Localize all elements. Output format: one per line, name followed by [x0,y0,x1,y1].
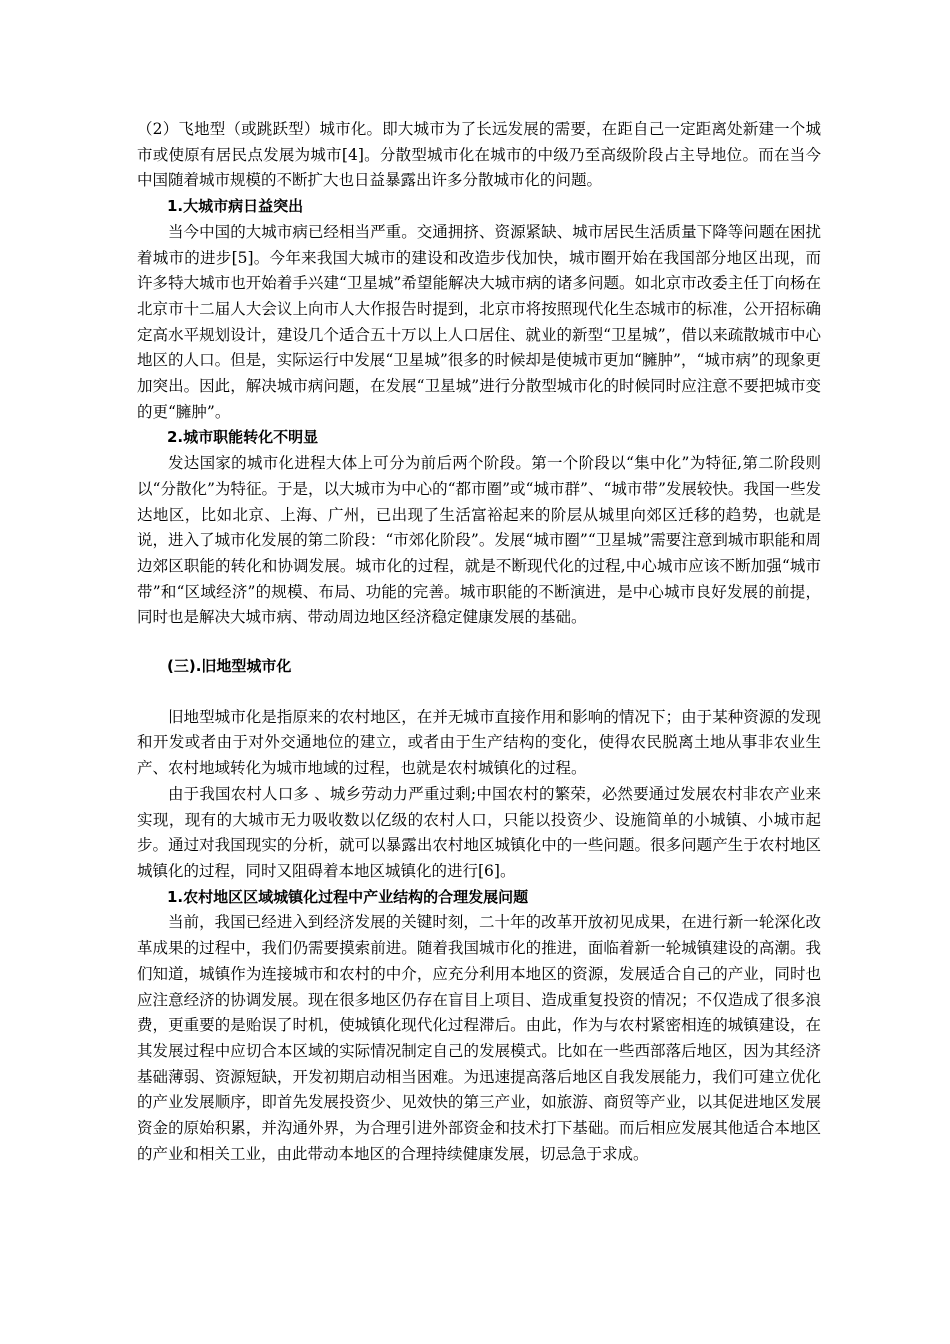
paragraph-big-city-disease: 当今中国的大城市病已经相当严重。交通拥挤、资源紧缺、城市居民生活质量下降等问题在困扰着城市的进步[5]。今年来我国大城市的建设和改造步伐加快，城市圈开始在我国部分地区出现，而许多特大城市也开始着手兴建“卫星城”希望能解决大城市病的诸多问题。如北京市改委主任丁向杨在北京市十二届人大会议上向市人大作报告时提到，北京市将按照现代化生态城市的标准，公开招标确定高水平规划设计，建设几个适合五十万以上人口居住、就业的新型“卫星城”，借以来疏散城市中心地区的人口。但是，实际运行中发展“卫星城”很多的时候却是使城市更加“臃肿”，“城市病”的现象更加突出。因此，解决城市病问题，在发展“卫星城”进行分散型城市化的时候同时应注意不要把城市变的更“臃肿”。 [137,222,821,421]
paragraph-industrial-structure: 当前，我国已经进入到经济发展的关键时刻，二十年的改革开放初见成果，在进行新一轮深化改革成果的过程中，我们仍需要摸索前进。随着我国城市化的推进，面临着新一轮城镇建设的高潮。我们知道，城镇作为连接城市和农村的中介，应充分利用本地区的资源，发展适合自己的产业，同时也应注意经济的协调发展。现在很多地区仍存在盲目上项目、造成重复投资的情况；不仅造成了很多浪费，更重要的是贻误了时机，使城镇化现代化过程滞后。由此，作为与农村紧密相连的城镇建设，在其发展过程中应切合本区域的实际情况制定自己的发展模式。比如在一些西部落后地区，因为其经济基础薄弱、资源短缺，开发初期启动相当困难。为迅速提高落后地区自我发展能力，我们可建立优化的产业发展顺序，即首先发展投资少、见效快的第三产业，如旅游、商贸等产业，以其促进地区发展资金的原始积累，并沟通外界，为合理引进外部资金和技术打下基础。而后相应发展其他适合本地区的产业和相关工业，由此带动本地区的合理持续健康发展，切忌急于求成。 [137,913,821,1163]
paragraph-rural-population: 由于我国农村人口多 、城乡劳动力严重过剩;中国农村的繁荣，必然要通过发展农村非农产业来实现，现有的大城市无力吸收数以亿级的农村人口，只能以投资少、设施简单的小城镇、小城市起步。通过对我国现实的分析，就可以暴露出农村地区城镇化中的一些问题。很多问题产生于农村地区城镇化的过程，同时又阻碍着本地区城镇化的进行[6]。 [137,784,821,880]
section-heading-old-land-urbanization: (三).旧地型城市化 [167,657,292,676]
paragraph-old-land-urbanization-definition: 旧地型城市化是指原来的农村地区，在并无城市直接作用和影响的情况下；由于某种资源的发现和开发或者由于对外交通地位的建立，或者由于生产结构的变化，使得农民脱离土地从事非农业生产、农村地域转化为城市地域的过程，也就是农村城镇化的过程。 [137,707,821,778]
heading-industrial-structure: 1.农村地区区域城镇化过程中产业结构的合理发展问题 [167,887,529,906]
document-body [137,117,821,1167]
paragraph-leapfrog-urbanization: （2）飞地型（或跳跃型）城市化。即大城市为了长远发展的需要，在距自己一定距离处新建一个城市或使原有居民点发展为城市[4]。分散型城市化在城市的中级乃至高级阶段占主导地位。而在当今中国随着城市规模的不断扩大也日益暴露出许多分散城市化的问题。 [137,120,821,190]
heading-big-city-disease: 1.大城市病日益突出 [167,197,304,216]
paragraph-city-function-transformation: 发达国家的城市化进程大体上可分为前后两个阶段。第一个阶段以“集中化”为特征,第二阶段则以“分散化”为特征。于是，以大城市为中心的“都市圈”或“城市群”、“城市带”发展较快。我国一些发达地区，比如北京、上海、广州，已出现了生活富裕起来的阶层从城里向郊区迁移的趋势，也就是说，进入了城市化发展的第二阶段：“市郊化阶段”。发展“城市圈”“卫星城”需要注意到城市职能和周边郊区职能的转化和协调发展。城市化的过程，就是不断现代化的过程,中心城市应该不断加强“城市带”和“区域经济”的规模、布局、功能的完善。城市职能的不断演进，是中心城市良好发展的前提，同时也是解决大城市病、带动周边地区经济稳定健康发展的基础。 [137,454,821,627]
heading-city-function-transformation: 2.城市职能转化不明显 [167,428,319,447]
